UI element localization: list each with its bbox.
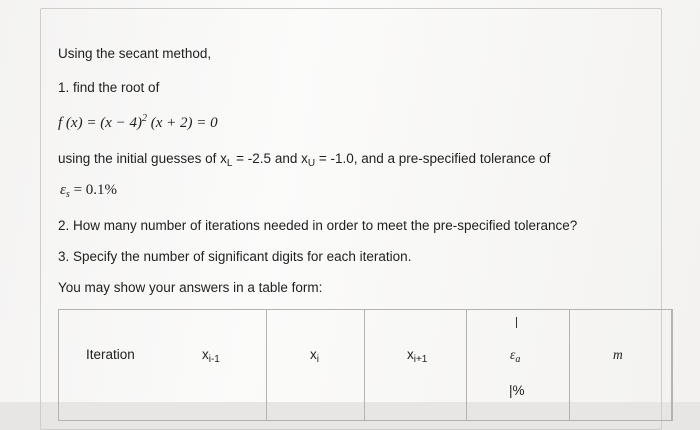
abs-bar-top	[516, 317, 517, 328]
percent-mark: |%	[509, 383, 525, 398]
equation-lhs: f (x) = (x − 4)	[58, 115, 142, 131]
tolerance-expression	[60, 182, 117, 200]
guesses-prefix: using the initial guesses of x	[58, 151, 227, 166]
guesses-mid: = -2.5 and x	[232, 151, 308, 166]
tolerance-value: = 0.1%	[69, 182, 118, 198]
header-x-next: $x_{i+1}$	[407, 347, 428, 365]
guesses-sub-u: U	[307, 158, 316, 169]
tolerance-sub: s	[65, 189, 70, 200]
header-epsilon-a: $\varepsilon_a$	[510, 347, 521, 365]
equation-exponent: 2	[141, 113, 147, 124]
header-x-current: $x_i$	[310, 347, 319, 365]
step-1-text: 1. find the root of	[58, 80, 160, 95]
guesses-suffix: = -1.0, and a pre-specified tolerance of	[315, 151, 551, 166]
header-iteration: Iteration	[86, 347, 135, 362]
equation	[58, 113, 218, 132]
guesses-sub-l: L	[226, 158, 233, 169]
header-x-prev: $x_{i-1}$	[202, 347, 220, 365]
table-divider	[671, 310, 672, 420]
step-2-text: 2. How many number of iterations needed in order to meet the pre-specified tolerance?	[58, 218, 578, 233]
intro-text: Using the secant method,	[58, 46, 212, 61]
initial-guesses-text	[58, 151, 550, 169]
table-divider	[266, 310, 267, 420]
table-note-text: You may show your answers in a table form:	[58, 280, 323, 295]
table-divider	[569, 310, 570, 420]
answer-table	[58, 309, 673, 421]
table-divider	[466, 310, 467, 420]
header-m: m	[613, 347, 623, 362]
table-divider	[364, 310, 365, 420]
equation-rhs: (x + 2) = 0	[146, 115, 218, 131]
step-3-text: 3. Specify the number of significant digits for each iteration.	[58, 249, 412, 264]
tolerance-symbol: ε	[60, 182, 66, 198]
